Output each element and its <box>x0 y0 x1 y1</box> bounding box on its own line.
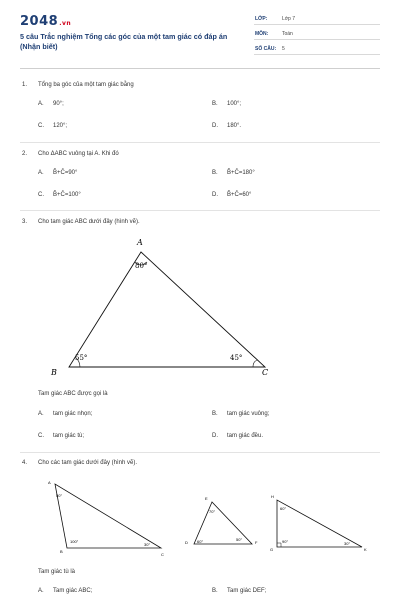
meta-key: SỐ CÂU: <box>255 46 277 52</box>
angle-label-a: 80° <box>135 262 148 270</box>
meta-key: LỚP: <box>255 16 268 22</box>
option-text: tam giác nhọn; <box>53 411 93 417</box>
option-letter: A. <box>38 588 44 594</box>
vertex-label: F <box>255 540 258 545</box>
angle-label: 70° <box>209 509 216 514</box>
logo-domain: .vn <box>59 20 72 27</box>
question-number: 1. <box>22 82 28 88</box>
triangle-ghk <box>277 500 362 547</box>
angle-label: 60° <box>197 539 204 544</box>
meta-row-subject <box>254 28 380 40</box>
option-letter: A. <box>38 170 44 176</box>
vertex-label: C <box>161 552 164 557</box>
option-letter: B. <box>212 101 218 107</box>
vertex-label: B <box>60 549 63 554</box>
right-angle-mark <box>277 543 281 547</box>
option-letter: C. <box>38 433 44 439</box>
vertex-label: G <box>270 547 274 552</box>
angle-label: 30° <box>344 541 351 546</box>
option-letter: B. <box>212 170 218 176</box>
q4-stem: Tam giác tù là <box>38 569 76 575</box>
triangle-def <box>194 502 252 544</box>
option-text: B̂+Ĉ=100° <box>53 192 81 198</box>
angle-label: 100° <box>70 539 79 544</box>
option-text: tam giác vuông; <box>227 411 270 417</box>
question-number: 3. <box>22 219 28 225</box>
option-letter: A. <box>38 411 44 417</box>
angle-label: 50° <box>56 493 63 498</box>
option-letter: D. <box>212 123 218 129</box>
meta-row-grade <box>254 13 380 25</box>
angle-label: 60° <box>280 506 287 511</box>
angle-label-b: 55° <box>75 354 88 362</box>
meta-value: Lớp 7 <box>282 16 296 22</box>
option-letter: C. <box>38 192 44 198</box>
option-text: tam giác tù; <box>53 433 85 439</box>
option-letter: B. <box>212 588 218 594</box>
question-text: Cho các tam giác dưới đây (hình vẽ). <box>38 460 137 466</box>
option-letter: B. <box>212 411 218 417</box>
question-text: Cho ΔABC vuông tại A. Khi đó <box>38 151 119 157</box>
option-text: B̂+Ĉ=90° <box>53 170 78 176</box>
vertex-label-c: C <box>262 368 269 377</box>
vertex-label: D <box>185 540 188 545</box>
question-number: 4. <box>22 460 28 466</box>
document-header <box>0 0 400 68</box>
option-text: Tam giác ABC; <box>53 588 93 594</box>
meta-row-count <box>254 43 380 55</box>
vertex-label: E <box>205 496 208 501</box>
option-text: 100°; <box>227 101 242 107</box>
vertex-label-a: A <box>137 238 143 247</box>
logo-main: 2048 <box>20 14 59 29</box>
question-text: Cho tam giác ABC dưới đây (hình vẽ). <box>38 219 140 225</box>
option-text: tam giác đều. <box>227 433 264 439</box>
meta-value: Toán <box>282 31 293 37</box>
angle-label-c: 45° <box>230 354 243 362</box>
vertex-label: A <box>48 480 51 485</box>
vertex-label: K <box>364 547 367 552</box>
triangle-abc-figure <box>0 230 400 380</box>
option-text: 180°. <box>227 123 242 129</box>
document-title: 5 câu Trắc nghiệm Tổng các góc của một tam giác có đáp án (Nhận biết) <box>20 32 228 51</box>
triangles-figure <box>0 470 400 560</box>
angle-label: 30° <box>144 542 151 547</box>
header-divider <box>20 68 380 69</box>
option-letter: C. <box>38 123 44 129</box>
angle-label: 50° <box>236 537 243 542</box>
question-text: Tổng ba góc của một tam giác bằng <box>38 82 134 88</box>
question-divider <box>20 210 380 211</box>
option-letter: D. <box>212 433 218 439</box>
site-logo[interactable] <box>20 14 71 29</box>
option-letter: A. <box>38 101 44 107</box>
option-text: Tam giác DEF; <box>227 588 267 594</box>
meta-value: 5 <box>282 46 285 52</box>
triangle-abc <box>69 252 265 367</box>
vertex-label-b: B <box>51 368 57 377</box>
option-text: 90°; <box>53 101 64 107</box>
question-divider <box>20 452 380 453</box>
meta-key: MÔN: <box>255 31 269 37</box>
option-letter: D. <box>212 192 218 198</box>
question-number: 2. <box>22 151 28 157</box>
angle-arc-c <box>253 360 258 367</box>
q3-stem: Tam giác ABC được gọi là <box>38 391 108 397</box>
option-text: 120°; <box>53 123 68 129</box>
angle-label: 90° <box>282 539 289 544</box>
vertex-label: H <box>271 494 274 499</box>
option-text: B̂+Ĉ=60° <box>227 192 252 198</box>
question-divider <box>20 142 380 143</box>
option-text: B̂+Ĉ=180° <box>227 170 255 176</box>
